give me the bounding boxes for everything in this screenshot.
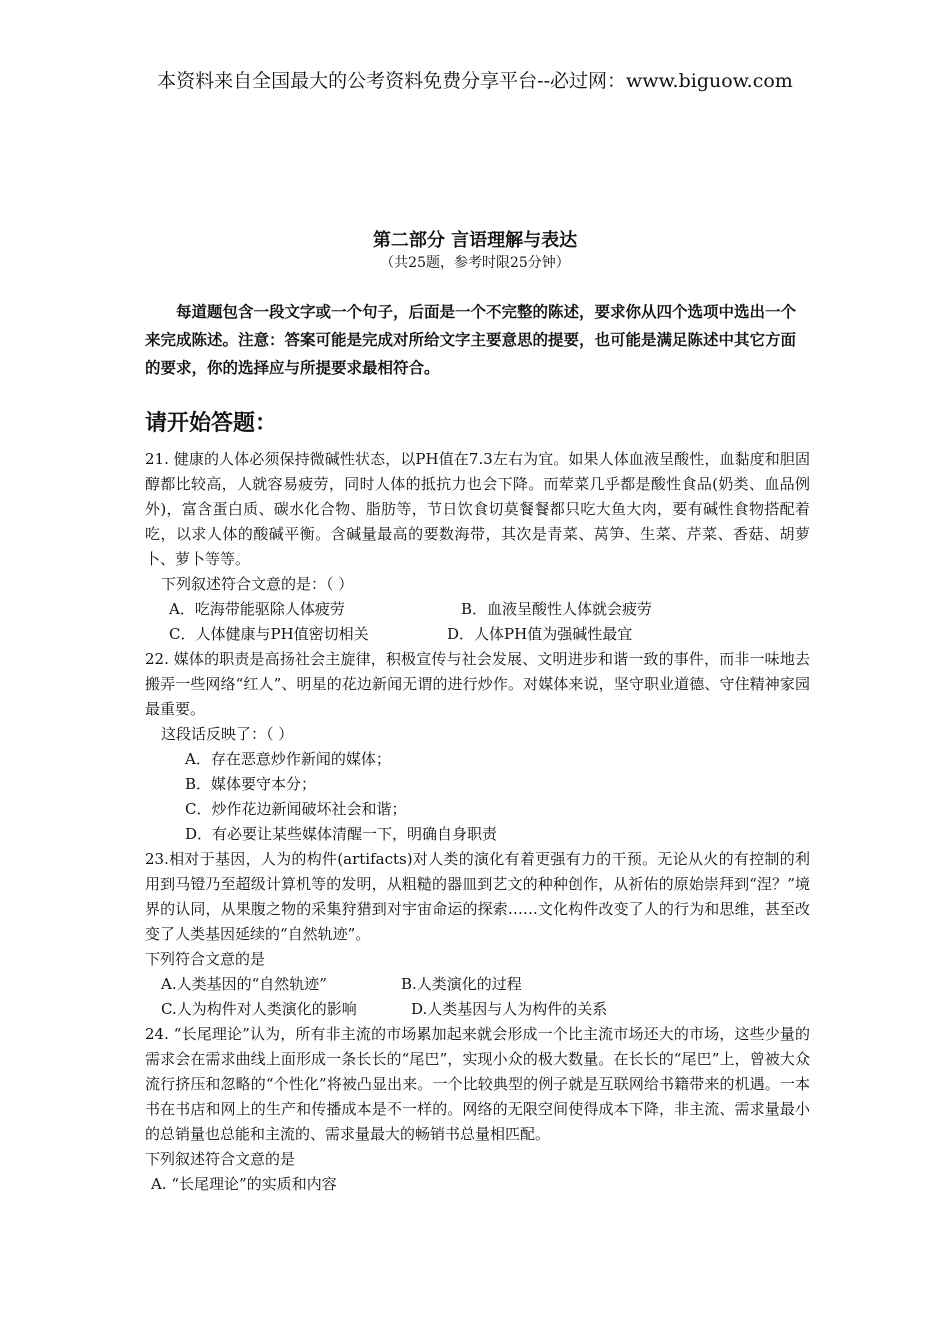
question-23-option-b: B.人类演化的过程	[401, 975, 522, 993]
question-24-option-a: A. “长尾理论”的实质和内容	[151, 1175, 337, 1193]
question-22-text: 22. 媒体的职责是高扬社会主旋律，积极宣传与社会发展、文明进步和谐一致的事件，而非一味地去搬弄一些网络“红人”、明星的花边新闻无谓的进行炒作。对媒体来说，坚守职业道德、守住精神家园最重要。	[145, 650, 810, 718]
question-21-text: 21. 健康的人体必须保持微碱性状态，以PH值在7.3左右为宜。如果人体血液呈酸性，血黏度和胆固醇都比较高，人就容易疲劳，同时人体的抵抗力也会下降。而荤菜几乎都是酸性食品(奶类、血品例外)，富含蛋白质、碳水化合物、脂肪等，节日饮食切莫餐餐都只吃大鱼大肉，要有碱性食物搭配着吃，以求人体的酸碱平衡。含碱量最高的要数海带，其次是青菜、莴笋、生菜、芹菜、香菇、胡萝卜、萝卜等等。	[145, 450, 810, 568]
question-23-option-a: A.人类基因的“自然轨迹”	[161, 975, 327, 993]
question-22-prompt: 这段话反映了：（ ）	[161, 725, 294, 743]
question-24-prompt: 下列叙述符合文意的是	[145, 1150, 296, 1168]
question-21-option-a: A．吃海带能驱除人体疲劳	[169, 600, 345, 618]
start-heading: 请开始答题：	[145, 410, 278, 436]
questions-body	[145, 447, 810, 1197]
instructions	[145, 298, 810, 382]
question-21-option-d: D．人体PH值为强碱性最宜	[447, 625, 633, 643]
question-23-option-d: D.人类基因与人为构件的关系	[411, 1000, 608, 1018]
question-24-text: 24. “长尾理论”认为，所有非主流的市场累加起来就会形成一个比主流市场还大的市场，这些少量的需求会在需求曲线上面形成一条长长的“尾巴”，实现小众的极大数量。在长长的“尾巴”上，曾被大众流行挤压和忽略的“个性化”将被凸显出来。一个比较典型的例子就是互联网给书籍带来的机遇。一本书在书店和网上的生产和传播成本是不一样的。网络的无限空间使得成本下降，非主流、需求量最小的总销量也总能和主流的、需求量最大的畅销书总量相匹配。	[145, 1025, 810, 1143]
question-23-options-row-1	[145, 972, 810, 997]
question-21-options-row-1	[145, 597, 810, 622]
question-23-options-row-2	[145, 997, 810, 1022]
instructions-text: 每道题包含一段文字或一个句子，后面是一个不完整的陈述，要求你从四个选项中选出一个来完成陈述。注意：答案可能是完成对所给文字主要意思的提要，也可能是满足陈述中其它方面的要求，你的选择应与所提要求最相符合。	[145, 303, 797, 377]
section-title: 第二部分 言语理解与表达	[372, 230, 578, 251]
question-21-option-b: B．血液呈酸性人体就会疲劳	[461, 600, 653, 618]
question-21-options-row-2	[145, 622, 810, 647]
question-22-option-b: B．媒体要守本分；	[185, 775, 317, 793]
question-21-option-c: C．人体健康与PH值密切相关	[169, 625, 369, 643]
question-22-option-c: C．炒作花边新闻破坏社会和谐；	[185, 800, 407, 818]
page-header: 本资料来自全国最大的公考资料免费分享平台--必过网：www.biguow.com	[157, 70, 793, 92]
question-23-prompt: 下列符合文意的是	[145, 950, 266, 968]
question-21-prompt: 下列叙述符合文意的是：（ ）	[161, 575, 354, 593]
question-22-option-a: A．存在恶意炒作新闻的媒体；	[185, 750, 391, 768]
question-23-text: 23.相对于基因，人为的构件(artifacts)对人类的演化有着更强有力的干预。无论从火的有控制的利用到马镫乃至超级计算机等的发明，从粗糙的器皿到艺文的种种创作，从祈佑的原始崇拜到“涅？”境界的认同，从果腹之物的采集狩猎到对宇宙命运的探索……文化构件改变了人的行为和思维，甚至改变了人类基因延续的“自然轨迹”。	[145, 850, 810, 943]
question-23-option-c: C.人为构件对人类演化的影响	[161, 1000, 357, 1018]
question-22-option-d: D．有必要让某些媒体清醒一下，明确自身职责	[185, 825, 498, 843]
section-subtitle: （共25题，参考时限25分钟）	[380, 255, 570, 271]
